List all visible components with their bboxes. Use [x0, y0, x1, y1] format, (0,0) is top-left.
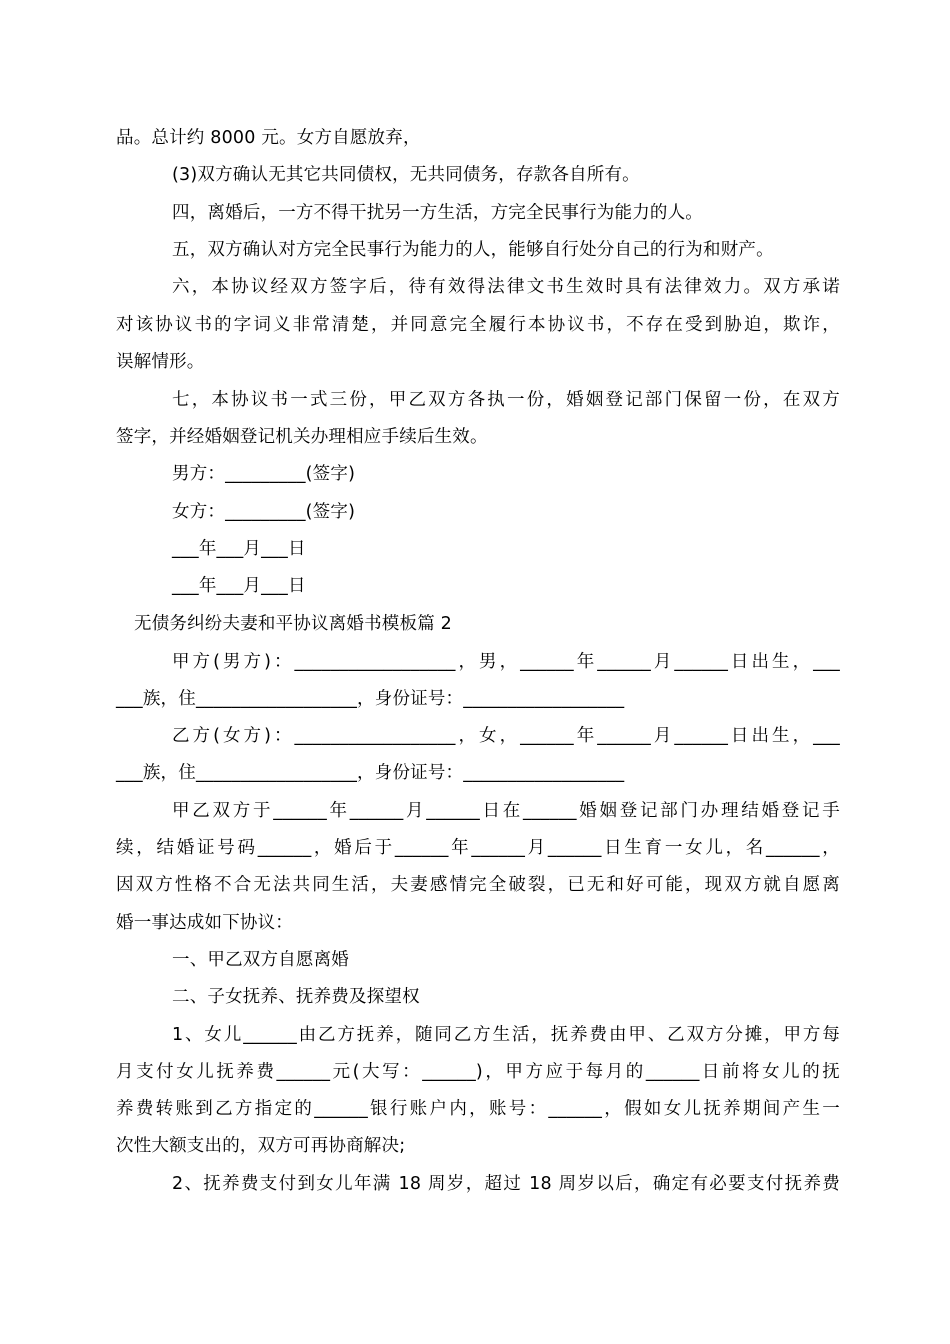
text-line: 对该协议书的字词义非常清楚，并同意完全履行本协议书，不存在受到胁迫，欺诈，	[116, 315, 840, 335]
text-line: 甲乙双方于______年______月______日在______婚姻登记部门办理结婚登记手	[172, 801, 840, 821]
text-line: ___族，住__________________，身份证号：__________________	[116, 689, 625, 709]
text-line: ___族，住__________________，身份证号：__________________	[116, 763, 625, 783]
male-signature-line: 男方：_________(签字)	[172, 464, 356, 484]
text-line: 2、抚养费支付到女儿年满 18 周岁，超过 18 周岁以后，确定有必要支付抚养费	[172, 1174, 840, 1194]
text-line: 乙方(女方)：__________________，女，______年______月______日出生，___	[172, 726, 840, 746]
text-line: 月支付女儿抚养费______元(大写：______)，甲方应于每月的______日前将女儿的抚	[116, 1062, 840, 1082]
text-line: 一、甲乙双方自愿离婚	[172, 950, 349, 970]
section-title: 无债务纠纷夫妻和平协议离婚书模板篇 2	[134, 614, 452, 634]
date-line: ___年___月___日	[172, 539, 306, 559]
date-line: ___年___月___日	[172, 576, 306, 596]
text-line: 误解情形。	[116, 352, 205, 372]
text-line: 婚一事达成如下协议：	[116, 913, 293, 933]
text-line: 四，离婚后，一方不得干扰另一方生活，方完全民事行为能力的人。	[172, 203, 703, 223]
text-line: 次性大额支出的，双方可再协商解决;	[116, 1136, 406, 1156]
female-signature-line: 女方：_________(签字)	[172, 502, 356, 522]
text-line: 五，双方确认对方完全民事行为能力的人，能够自行处分自己的行为和财产。	[172, 240, 774, 260]
text-line: 甲方(男方)：__________________，男，______年______月______日出生，___	[172, 652, 840, 672]
text-line: (3)双方确认无其它共同债权，无共同债务，存款各自所有。	[172, 165, 640, 185]
text-line: 二、子女抚养、抚养费及探望权	[172, 987, 420, 1007]
text-line: 续，结婚证号码______，婚后于______年______月______日生育一女儿，名______，	[116, 838, 840, 858]
text-line: 养费转账到乙方指定的______银行账户内，账号：______，假如女儿抚养期间产生一	[116, 1099, 840, 1119]
text-line: 因双方性格不合无法共同生活，夫妻感情完全破裂，已无和好可能，现双方就自愿离	[116, 875, 840, 895]
text-line: 签字，并经婚姻登记机关办理相应手续后生效。	[116, 427, 488, 447]
text-line: 品。总计约 8000 元。女方自愿放弃，	[116, 128, 421, 148]
text-line: 七，本协议书一式三份，甲乙双方各执一份，婚姻登记部门保留一份，在双方	[172, 390, 840, 410]
text-line: 六，本协议经双方签字后，待有效得法律文书生效时具有法律效力。双方承诺	[172, 277, 840, 297]
text-line: 1、女儿______由乙方抚养，随同乙方生活，抚养费由甲、乙双方分摊，甲方每	[172, 1025, 840, 1045]
